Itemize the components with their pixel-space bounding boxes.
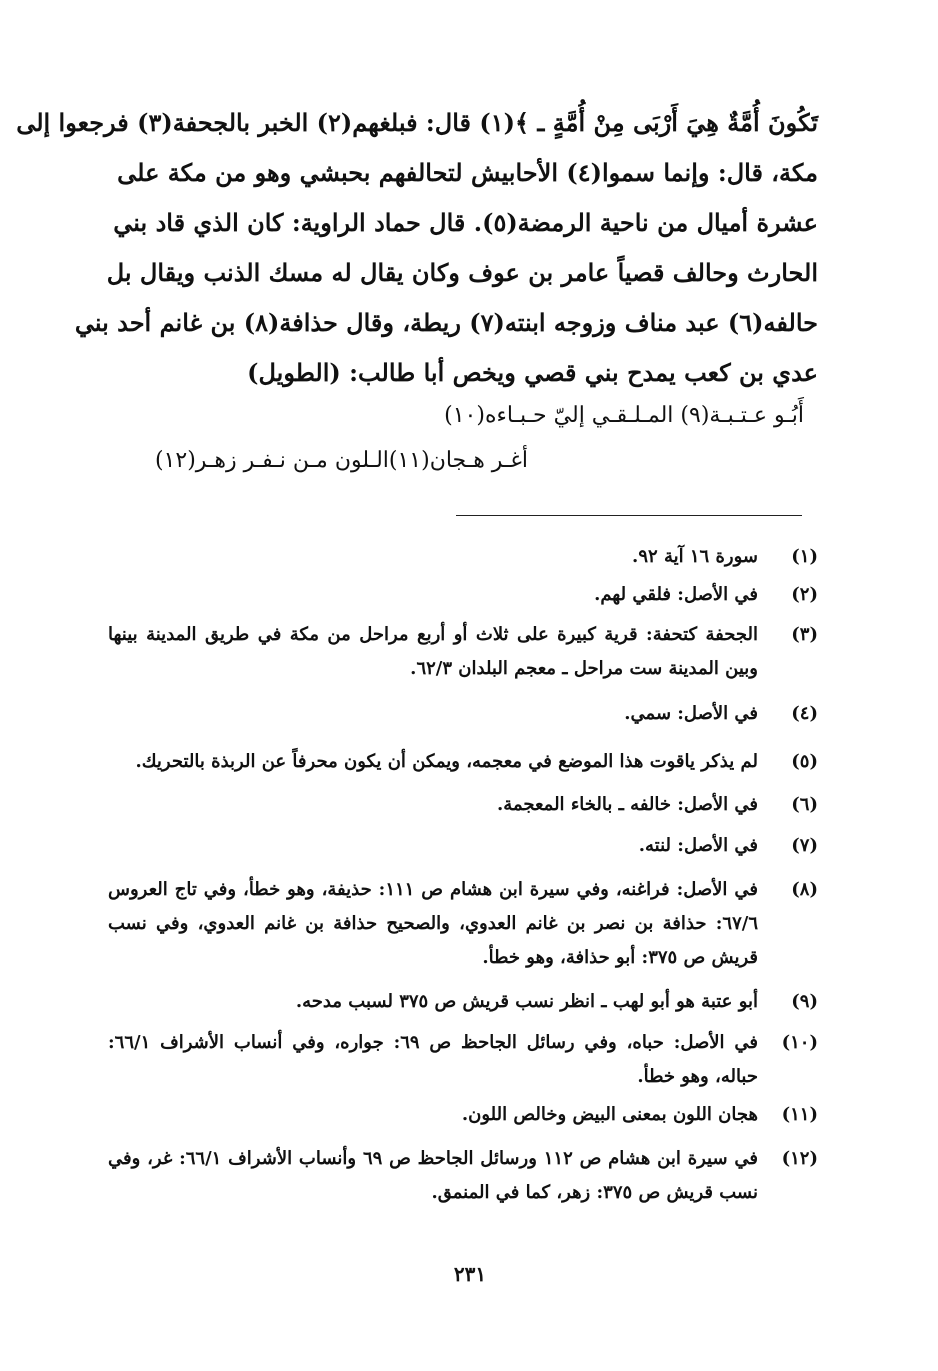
verse-second-hemistich: أغـر هـجان(١١)الـلون مـن نـفـر زهـر(١٢) [154,448,528,473]
page-number: ٢٣١ [453,1262,487,1286]
footnote-number: (٣) [791,624,818,645]
footnote-text: هجان اللون بمعنى البيض وخالص اللون. [461,1104,758,1125]
main-paragraph [16,98,818,398]
footnote-text: في الأصل: فراغنه، وفي سيرة ابن هشام ص ١١١: حذيفة، وهو خطأ، وفي تاج العروس ٦٧/٦: حذافة بن نصر بن غانم العدوي، والصحيح حذافة بن غانم العدوي، وفي نسب قريش ص ٣٧٥: أبو حذافة، وهو خطأ. [108,879,758,968]
paragraph-line: مكة، قال: وإنما سموا(٤) الأحابيش لتحالفهم بحبشي وهو من مكة على [117,158,818,187]
footnote-number: (٩) [791,991,818,1012]
footnote-text: أبو عتبة هو أبو لهب ـ انظر نسب قريش ص ٣٧٥ لسبب مدحه. [295,991,758,1012]
footnote-number: (٧) [791,835,818,856]
footnote-text: في الأصل: لنته. [638,835,758,856]
footnote-10 [108,1026,818,1094]
footnote-number: (٥) [791,751,818,772]
paragraph-line: تَكُونَ أُمَّةٌ هِيَ أَرْبَى مِنْ أُمَّةٍ ـ ﴾(١) قال: فبلغهم(٢) الخبر بالجحفة(٣) فرجعوا إلى [16,108,818,137]
footnote-text: سورة ١٦ آية ٩٢. [632,546,758,567]
footnote-number: (١) [791,546,818,567]
footnote-number: (٨) [791,879,818,900]
footnote-number: (٦) [791,794,818,815]
footnote-9 [108,985,818,1019]
footnote-12 [108,1142,818,1210]
footnote-text: في الأصل: فلقي لهم. [594,584,758,605]
footnote-text: لم يذكر ياقوت هذا الموضع في معجمه، ويمكن أن يكون محرفاً عن الربذة بالتحريك. [135,751,758,772]
verse-first-hemistich: أَبُـو عـتـبـة(٩) المـلـقـي إليّ حـبـاءه(١٠) [444,403,804,428]
footnote-text: الجحفة كتحفة: قرية كبيرة على ثلاث أو أربع مراحل من مكة في طريق المدينة بينها وبين المدينة ست مراحل ـ معجم البلدان ٦٢/٣. [108,624,758,679]
footnote-separator [456,515,802,516]
paragraph-line: الحارث وحالف قصياً عامر بن عوف وكان يقال له مسك الذنب ويقال بل [106,258,818,287]
footnote-number: (١٠) [781,1032,818,1053]
paragraph-line: حالفه(٦) عبد مناف وزوجه ابنته(٧) ريطة، وقال حذافة(٨) بن غانم أحد بني [74,308,818,337]
footnote-number: (٢) [791,584,818,605]
footnote-number: (١١) [781,1104,818,1125]
footnote-5 [108,745,818,779]
footnote-number: (٤) [791,703,818,724]
footnote-2 [108,578,818,612]
footnote-text: في سيرة ابن هشام ص ١١٢ ورسائل الجاحظ ص ٦٩ وأنساب الأشراف ٦٦/١: غر، وفي نسب قريش ص ٣٧٥: زهر، كما في المنمق. [108,1148,758,1203]
footnote-4 [108,697,818,731]
footnote-7 [108,829,818,863]
footnote-11 [108,1098,818,1132]
footnote-text: في الأصل: سمي. [624,703,758,724]
footnote-number: (١٢) [781,1148,818,1169]
footnote-6 [108,788,818,822]
footnote-1 [108,540,818,574]
footnote-3 [108,618,818,686]
paragraph-line: عشرة أميال من ناحية الرمضة(٥). قال حماد الراوية: كان الذي قاد بني [113,208,818,237]
footnote-text: في الأصل: خالفه ـ بالخاء المعجمة. [497,794,758,815]
footnote-text: في الأصل: حباه، وفي رسائل الجاحظ ص ٦٩: جواره، وفي أنساب الأشراف ٦٦/١: حباله، وهو خطأ. [108,1032,758,1087]
footnote-8 [108,873,818,975]
paragraph-line: عدي بن كعب يمدح بني قصي ويخص أبا طالب: (الطويل) [247,358,818,387]
